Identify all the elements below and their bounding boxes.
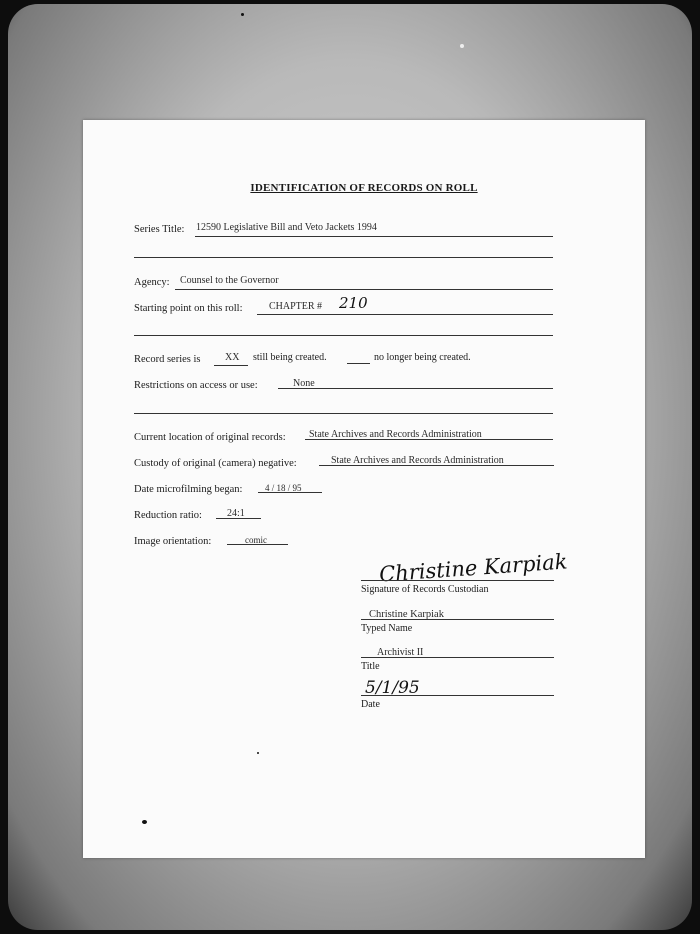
restrictions-line xyxy=(278,388,553,389)
agency-value: Counsel to the Governor xyxy=(180,275,279,286)
typed-name-line xyxy=(361,619,554,620)
handwritten-date: 5/1/95 xyxy=(365,678,420,698)
date-line xyxy=(361,695,554,696)
starting-point-label: Starting point on this roll: xyxy=(134,303,243,314)
typed-name-label: Typed Name xyxy=(361,623,413,634)
record-series-mark: XX xyxy=(225,352,240,363)
typed-name-value: Christine Karpiak xyxy=(369,609,444,620)
title-label: Title xyxy=(361,661,380,672)
record-series-blank-2 xyxy=(347,363,370,364)
agency-label: Agency: xyxy=(134,277,170,288)
restrictions-value: None xyxy=(293,378,315,389)
film-speck xyxy=(241,13,244,16)
records-form xyxy=(83,120,645,858)
date-began-value: 4 / 18 / 95 xyxy=(265,483,302,493)
starting-point-handwritten: 210 xyxy=(339,294,368,312)
starting-point-value: CHAPTER # xyxy=(269,301,323,312)
blank-line xyxy=(134,257,553,258)
agency-line xyxy=(175,289,553,290)
orientation-label: Image orientation: xyxy=(134,536,212,547)
reduction-value: 24:1 xyxy=(227,508,245,519)
title-line xyxy=(361,657,554,658)
signature: Christine Karpiak xyxy=(378,549,569,587)
custody-value: State Archives and Records Administration xyxy=(331,455,504,466)
starting-point-line xyxy=(257,314,553,315)
form-heading: IDENTIFICATION OF RECORDS ON ROLL xyxy=(250,182,478,194)
title-value: Archivist II xyxy=(377,647,424,658)
custody-label: Custody of original (camera) negative: xyxy=(134,458,297,469)
orientation-value: comic xyxy=(245,535,267,545)
signature-line xyxy=(361,580,554,581)
series-title-line xyxy=(195,236,553,237)
restrictions-label: Restrictions on access or use: xyxy=(134,380,258,391)
no-longer-being-created-text: no longer being created. xyxy=(374,352,471,363)
record-series-blank-1 xyxy=(214,365,248,366)
film-speck xyxy=(460,44,464,48)
series-title-label: Series Title: xyxy=(134,224,185,235)
still-being-created-text: still being created. xyxy=(253,352,327,363)
current-location-value: State Archives and Records Administration xyxy=(309,429,482,440)
blank-line xyxy=(134,413,553,414)
record-series-label: Record series is xyxy=(134,354,201,365)
sheet-speck xyxy=(142,820,147,824)
sheet-speck xyxy=(257,752,259,754)
reduction-label: Reduction ratio: xyxy=(134,510,202,521)
signature-label: Signature of Records Custodian xyxy=(361,584,489,595)
current-location-label: Current location of original records: xyxy=(134,432,286,443)
blank-line xyxy=(134,335,553,336)
series-title-value: 12590 Legislative Bill and Veto Jackets 1994 xyxy=(196,222,377,233)
date-began-label: Date microfilming began: xyxy=(134,484,243,495)
date-label: Date xyxy=(361,699,380,710)
